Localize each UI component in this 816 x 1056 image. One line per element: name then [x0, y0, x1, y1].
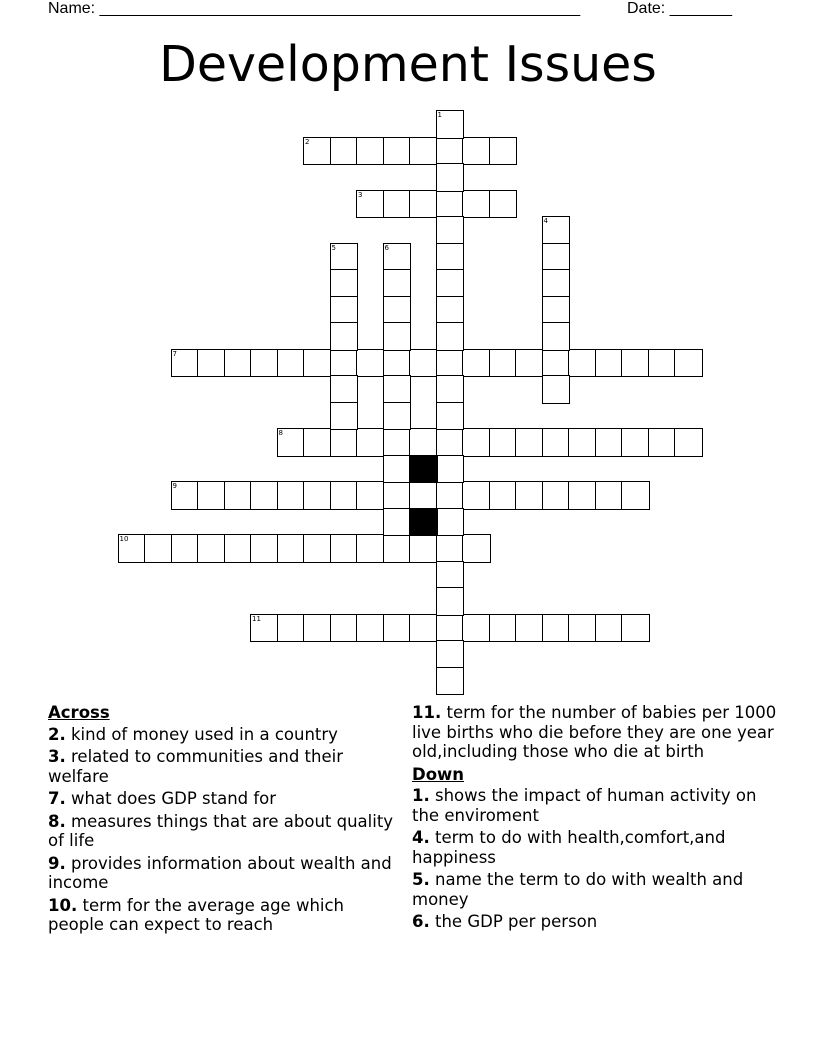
- clue-number-label: 7: [172, 349, 177, 358]
- clue-number-label: 9: [172, 482, 177, 490]
- grid-cell[interactable]: [515, 481, 544, 510]
- grid-cell[interactable]: [356, 349, 385, 378]
- clue-number-label: 3: [358, 190, 363, 199]
- grid-cell[interactable]: [462, 349, 491, 378]
- grid-cell[interactable]: [250, 614, 279, 643]
- grid-cell[interactable]: [409, 137, 438, 166]
- clue-across-2: [48, 725, 398, 745]
- clue-text: what does GDP stand for: [71, 789, 277, 808]
- grid-cell[interactable]: [277, 428, 306, 457]
- clue-text: provides information about wealth and income: [48, 853, 392, 892]
- grid-cell[interactable]: [542, 296, 571, 325]
- date-field[interactable]: Date: _______: [627, 0, 732, 17]
- clue-text: measures things that are about quality of life: [48, 811, 394, 850]
- grid-cell[interactable]: [436, 296, 465, 325]
- grid-cell[interactable]: [409, 481, 438, 510]
- grid-cell[interactable]: [462, 614, 491, 643]
- grid-cell[interactable]: [462, 137, 491, 166]
- grid-cell[interactable]: [621, 428, 650, 457]
- grid-cell[interactable]: [303, 349, 332, 378]
- clue-text: name the term to do with wealth and money: [412, 870, 744, 909]
- grid-cell[interactable]: [542, 481, 571, 510]
- grid-cell[interactable]: [383, 402, 412, 431]
- clue-number-label: 5: [331, 243, 336, 252]
- page-title: Development Issues: [159, 36, 657, 93]
- grid-cell[interactable]: [436, 428, 465, 457]
- grid-cell[interactable]: [462, 534, 491, 563]
- clue-text: the GDP per person: [435, 912, 598, 931]
- grid-cell[interactable]: [171, 481, 200, 510]
- clues-right-column: [412, 703, 782, 935]
- clue-text: term for the average age which people can expect to reach: [48, 895, 345, 934]
- grid-cell[interactable]: [383, 508, 412, 537]
- clue-number-label: 1: [437, 111, 442, 119]
- grid-cell[interactable]: [436, 481, 465, 510]
- clue-number: 11.: [412, 703, 442, 722]
- grid-cell[interactable]: [462, 190, 491, 219]
- grid-cell[interactable]: [303, 614, 332, 643]
- grid-cell[interactable]: [383, 269, 412, 298]
- grid-cell[interactable]: [383, 481, 412, 510]
- grid-cell[interactable]: [595, 428, 624, 457]
- clue-text: term for the number of babies per 1000 live births who die before they are one year old,including those who die at birth: [412, 703, 777, 761]
- grid-cell[interactable]: [171, 349, 200, 378]
- grid-cell[interactable]: [330, 481, 359, 510]
- grid-cell[interactable]: [436, 402, 465, 431]
- grid-cell[interactable]: [197, 534, 226, 563]
- clue-number: 1.: [412, 786, 430, 805]
- grid-cell[interactable]: [383, 614, 412, 643]
- grid-cell[interactable]: [542, 375, 571, 404]
- grid-cell[interactable]: [330, 534, 359, 563]
- grid-cell[interactable]: [595, 349, 624, 378]
- grid-cell[interactable]: [330, 402, 359, 431]
- grid-cell[interactable]: [462, 428, 491, 457]
- grid-cell[interactable]: [118, 534, 147, 563]
- grid-cell[interactable]: [542, 349, 571, 378]
- grid-cell[interactable]: [409, 190, 438, 219]
- grid-cell[interactable]: [356, 614, 385, 643]
- grid-cell[interactable]: [489, 428, 518, 457]
- grid-cell[interactable]: [436, 322, 465, 351]
- grid-cell[interactable]: [330, 137, 359, 166]
- clue-number-label: 6: [384, 243, 389, 252]
- grid-cell[interactable]: [383, 243, 412, 272]
- grid-cell[interactable]: [277, 481, 306, 510]
- grid-cell[interactable]: [383, 455, 412, 484]
- grid-cell[interactable]: [489, 349, 518, 378]
- grid-cell[interactable]: [409, 614, 438, 643]
- grid-cell[interactable]: [383, 375, 412, 404]
- grid-cell[interactable]: [330, 322, 359, 351]
- name-field[interactable]: Name: ______________________________________________________: [48, 0, 581, 17]
- clue-number-label: 10: [119, 535, 129, 543]
- grid-cell[interactable]: [330, 614, 359, 643]
- grid-cell[interactable]: [197, 349, 226, 378]
- grid-cell[interactable]: [542, 614, 571, 643]
- grid-cell[interactable]: [568, 428, 597, 457]
- grid-cell[interactable]: [436, 667, 465, 696]
- clue-number-label: 8: [278, 429, 283, 437]
- clue-number: 2.: [48, 724, 66, 744]
- grid-cell[interactable]: [542, 322, 571, 351]
- grid-cell[interactable]: [515, 614, 544, 643]
- grid-cell[interactable]: [674, 428, 703, 457]
- grid-cell[interactable]: [330, 375, 359, 404]
- grid-cell[interactable]: [489, 614, 518, 643]
- grid-cell[interactable]: [489, 481, 518, 510]
- grid-cell[interactable]: [224, 481, 253, 510]
- grid-cell[interactable]: [436, 349, 465, 378]
- grid-cell[interactable]: [648, 428, 677, 457]
- grid-cell[interactable]: [436, 614, 465, 643]
- grid-cell[interactable]: [250, 534, 279, 563]
- clue-across-8: [48, 812, 398, 851]
- grid-cell[interactable]: [436, 508, 465, 537]
- grid-cell[interactable]: [409, 349, 438, 378]
- grid-cell[interactable]: [489, 137, 518, 166]
- grid-cell[interactable]: [568, 614, 597, 643]
- grid-cell[interactable]: [356, 190, 385, 219]
- clue-down-1: [412, 786, 782, 825]
- grid-cell[interactable]: [330, 269, 359, 298]
- clue-down-5: [412, 870, 782, 909]
- grid-cell[interactable]: [515, 349, 544, 378]
- grid-cell[interactable]: [409, 534, 438, 563]
- grid-cell[interactable]: [436, 561, 465, 590]
- grid-cell[interactable]: [436, 587, 465, 616]
- grid-cell[interactable]: [144, 534, 173, 563]
- grid-cell[interactable]: [489, 190, 518, 219]
- grid-cell[interactable]: [436, 190, 465, 219]
- clue-number-label: 2: [305, 137, 310, 146]
- grid-cell[interactable]: [436, 640, 465, 669]
- grid-cell[interactable]: [621, 614, 650, 643]
- grid-cell[interactable]: [383, 349, 412, 378]
- grid-cell[interactable]: [383, 137, 412, 166]
- grid-cell[interactable]: [224, 349, 253, 378]
- clue-number: 8.: [48, 811, 66, 831]
- grid-cell[interactable]: [277, 349, 306, 378]
- black-square: [409, 508, 438, 537]
- black-square: [409, 455, 438, 484]
- grid-cell[interactable]: [568, 481, 597, 510]
- grid-cell[interactable]: [303, 481, 332, 510]
- grid-cell[interactable]: [330, 428, 359, 457]
- grid-cell[interactable]: [250, 349, 279, 378]
- down-heading: Down: [412, 764, 465, 784]
- grid-cell[interactable]: [356, 428, 385, 457]
- grid-cell[interactable]: [277, 534, 306, 563]
- grid-cell[interactable]: [436, 110, 465, 139]
- grid-cell[interactable]: [568, 349, 597, 378]
- grid-cell[interactable]: [542, 269, 571, 298]
- grid-cell[interactable]: [436, 243, 465, 272]
- grid-cell[interactable]: [436, 269, 465, 298]
- clue-number: 7.: [48, 789, 66, 808]
- grid-cell[interactable]: [436, 534, 465, 563]
- across-heading: Across: [48, 703, 110, 722]
- grid-cell[interactable]: [542, 243, 571, 272]
- grid-cell[interactable]: [462, 481, 491, 510]
- grid-cell[interactable]: [595, 481, 624, 510]
- grid-cell[interactable]: [303, 137, 332, 166]
- grid-cell[interactable]: [303, 428, 332, 457]
- grid-cell[interactable]: [250, 481, 279, 510]
- grid-cell[interactable]: [330, 296, 359, 325]
- grid-cell[interactable]: [648, 349, 677, 378]
- grid-cell[interactable]: [383, 190, 412, 219]
- clue-number: 4.: [412, 828, 430, 847]
- clue-number: 9.: [48, 853, 66, 873]
- grid-cell[interactable]: [356, 137, 385, 166]
- clue-number-label: 4: [543, 217, 548, 225]
- grid-cell[interactable]: [383, 322, 412, 351]
- grid-cell[interactable]: [383, 296, 412, 325]
- clue-across-7: [48, 789, 398, 809]
- clue-across-9: [48, 854, 398, 893]
- grid-cell[interactable]: [356, 481, 385, 510]
- clues-left-column: [48, 703, 398, 938]
- grid-cell[interactable]: [542, 428, 571, 457]
- grid-cell[interactable]: [197, 481, 226, 510]
- grid-cell[interactable]: [436, 375, 465, 404]
- grid-cell[interactable]: [436, 163, 465, 192]
- grid-cell[interactable]: [621, 481, 650, 510]
- grid-cell[interactable]: [515, 428, 544, 457]
- grid-cell[interactable]: [303, 534, 332, 563]
- clue-number: 10.: [48, 895, 78, 915]
- grid-cell[interactable]: [595, 614, 624, 643]
- grid-cell[interactable]: [674, 349, 703, 378]
- grid-cell[interactable]: [436, 216, 465, 245]
- clue-across-10: [48, 896, 398, 935]
- clue-text: shows the impact of human activity on the enviroment: [412, 786, 757, 825]
- clue-number: 5.: [412, 870, 430, 889]
- grid-cell[interactable]: [383, 534, 412, 563]
- grid-cell[interactable]: [224, 534, 253, 563]
- clue-down-6: [412, 912, 782, 932]
- clue-across-3: [48, 747, 398, 786]
- clue-number: 3.: [48, 747, 66, 766]
- clue-number: 6.: [412, 912, 430, 931]
- grid-cell[interactable]: [383, 428, 412, 457]
- grid-cell[interactable]: [542, 216, 571, 245]
- grid-cell[interactable]: [436, 137, 465, 166]
- grid-cell[interactable]: [330, 243, 359, 272]
- clue-down-4: [412, 828, 782, 867]
- clue-text: related to communities and their welfare: [48, 747, 344, 786]
- clue-number-label: 11: [252, 614, 261, 623]
- grid-cell[interactable]: [330, 349, 359, 378]
- grid-cell[interactable]: [277, 614, 306, 643]
- clue-text: kind of money used in a country: [71, 724, 338, 744]
- grid-cell[interactable]: [621, 349, 650, 378]
- clue-text: term to do with health,comfort,and happiness: [412, 828, 726, 867]
- clue-across-11: [412, 703, 782, 762]
- grid-cell[interactable]: [409, 428, 438, 457]
- grid-cell[interactable]: [436, 455, 465, 484]
- grid-cell[interactable]: [356, 534, 385, 563]
- grid-cell[interactable]: [171, 534, 200, 563]
